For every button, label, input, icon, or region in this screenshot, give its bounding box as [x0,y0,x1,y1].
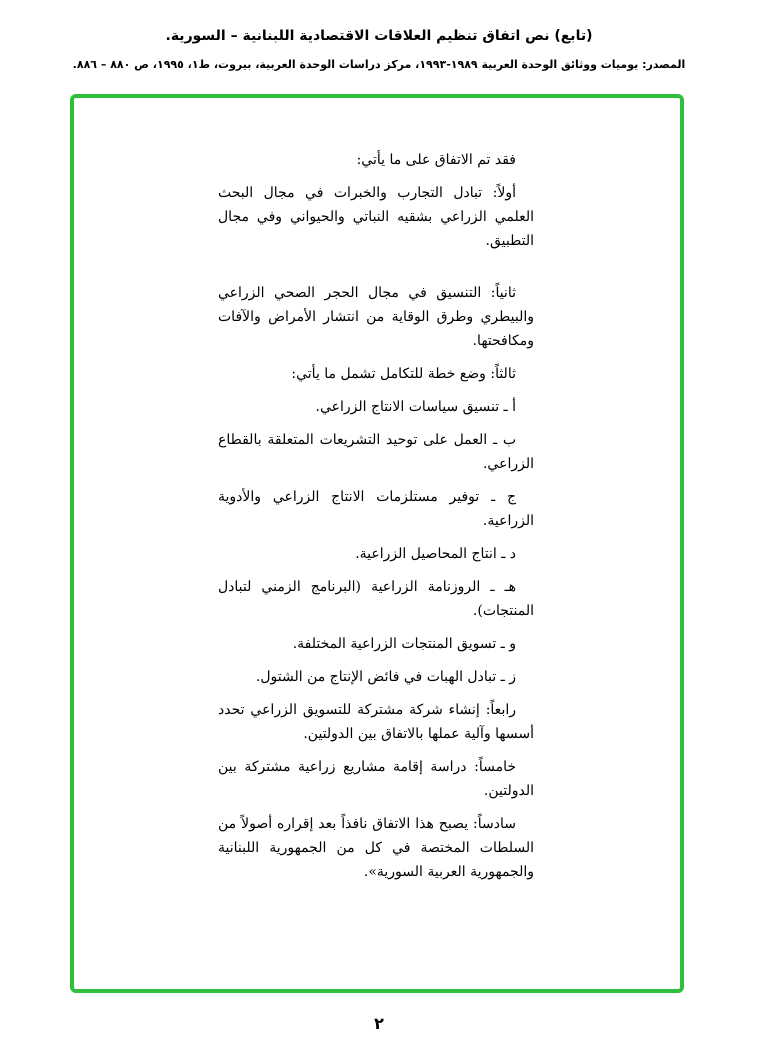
clause-sixth: سادساً: يصبح هذا الاتفاق نافذاً بعد إقراره أصولاً من السلطات المختصة في كل من الجمهورية اللبنانية والجمهورية العربية السورية». [218,816,534,880]
sub-item-d: د ـ انتاج المحاصيل الزراعية. [355,546,516,562]
page-number: ٢ [374,1014,384,1033]
sub-item-c: ج ـ توفير مستلزمات الانتاج الزراعي والأدوية الزراعية. [218,489,534,529]
sub-item-g: ز ـ تبادل الهبات في فائض الإنتاج من الشتول. [255,669,516,685]
intro-paragraph: فقد تم الاتفاق على ما يأتي: [356,152,516,168]
source-citation: المصدر: يوميات ووثائق الوحدة العربية ١٩٨٩-١٩٩٣، مركز دراسات الوحدة العربية، بيروت، ط١، ١٩٩٥، ص ٨٨٠ – ٨٨٦. [72,58,686,71]
clause-first: أولاً: تبادل التجارب والخبرات في مجال البحث العلمي الزراعي بشقيه النباتي والحيواني وفي مجال التطبيق. [218,185,534,249]
clause-fourth: رابعاً: إنشاء شركة مشتركة للتسويق الزراعي تحدد أسسها وآلية عملها بالاتفاق بين الدولتين. [218,702,534,742]
sub-item-f: و ـ تسويق المنتجات الزراعية المختلفة. [292,636,516,652]
sub-item-b: ب ـ العمل على توحيد التشريعات المتعلقة بالقطاع الزراعي. [218,432,534,472]
document-title: (تابع) نص اتفاق تنظيم العلاقات الاقتصادية اللبنانية – السورية. [165,28,593,44]
clause-fifth: خامساً: دراسة إقامة مشاريع زراعية مشتركة بين الدولتين. [218,759,534,799]
agreement-text [218,148,534,884]
sub-item-e: هـ ـ الروزنامة الزراعية (البرنامج الزمني لتبادل المنتجات). [218,579,534,619]
clause-second: ثانياً: التنسيق في مجال الحجر الصحي الزراعي والبيطري وطرق الوقاية من انتشار الأمراض والآفات ومكافحتها. [218,285,534,349]
sub-item-a: أ ـ تنسيق سياسات الانتاج الزراعي. [315,399,516,415]
clause-third: ثالثاً: وضع خطة للتكامل تشمل ما يأتي: [291,366,516,382]
